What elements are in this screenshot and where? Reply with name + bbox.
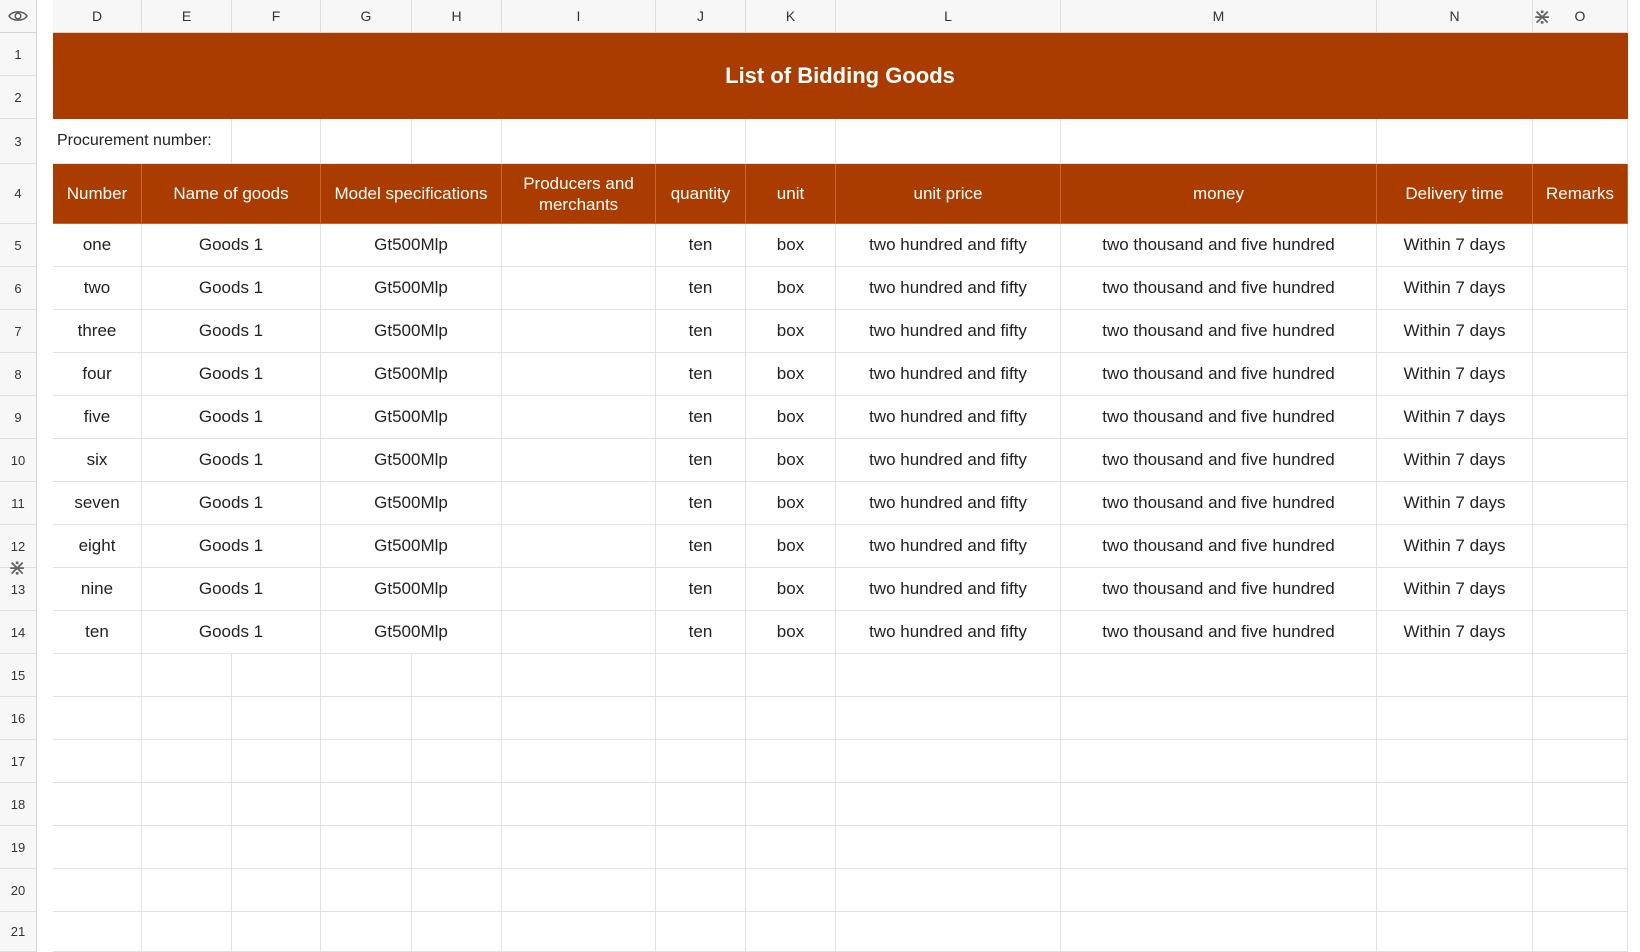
- empty-cell[interactable]: [836, 654, 1061, 697]
- row-header-6[interactable]: 6: [0, 267, 37, 310]
- cell-delivery[interactable]: Within 7 days: [1377, 568, 1533, 611]
- cell-delivery[interactable]: Within 7 days: [1377, 396, 1533, 439]
- cell-producers[interactable]: [502, 568, 656, 611]
- cell-model[interactable]: Gt500Mlp: [321, 439, 502, 482]
- empty-cell[interactable]: [412, 912, 502, 952]
- empty-cell[interactable]: [836, 119, 1061, 164]
- cell-model[interactable]: Gt500Mlp: [321, 353, 502, 396]
- cell-quantity[interactable]: ten: [656, 267, 746, 310]
- cell-delivery[interactable]: Within 7 days: [1377, 224, 1533, 267]
- empty-cell[interactable]: [53, 654, 142, 697]
- row-header-14[interactable]: 14: [0, 611, 37, 654]
- empty-cell[interactable]: [656, 740, 746, 783]
- empty-cell[interactable]: [1061, 697, 1377, 740]
- empty-cell[interactable]: [1533, 912, 1628, 952]
- row-header-16[interactable]: 16: [0, 697, 37, 740]
- cell-producers[interactable]: [502, 353, 656, 396]
- empty-cell[interactable]: [836, 697, 1061, 740]
- empty-cell[interactable]: [412, 740, 502, 783]
- empty-cell[interactable]: [232, 826, 321, 869]
- empty-cell[interactable]: [1377, 654, 1533, 697]
- empty-cell[interactable]: [412, 869, 502, 912]
- cell-model[interactable]: Gt500Mlp: [321, 525, 502, 568]
- row-header-10[interactable]: 10: [0, 439, 37, 482]
- row-header-4[interactable]: 4: [0, 164, 37, 224]
- row-header-11[interactable]: 11: [0, 482, 37, 525]
- cell-unit-price[interactable]: two hundred and fifty: [836, 568, 1061, 611]
- cell-model[interactable]: Gt500Mlp: [321, 267, 502, 310]
- cell-money[interactable]: two thousand and five hundred: [1061, 611, 1377, 654]
- cell-unit[interactable]: box: [746, 611, 836, 654]
- cell-producers[interactable]: [502, 267, 656, 310]
- cell-unit[interactable]: box: [746, 224, 836, 267]
- cell-money[interactable]: two thousand and five hundred: [1061, 267, 1377, 310]
- cell-number[interactable]: nine: [53, 568, 142, 611]
- cell-unit-price[interactable]: two hundred and fifty: [836, 611, 1061, 654]
- empty-cell[interactable]: [746, 826, 836, 869]
- empty-cell[interactable]: [656, 912, 746, 952]
- cell-producers[interactable]: [502, 525, 656, 568]
- row-header-13[interactable]: 13: [0, 568, 37, 611]
- empty-cell[interactable]: [142, 912, 232, 952]
- empty-cell[interactable]: [746, 119, 836, 164]
- row-header-5[interactable]: 5: [0, 224, 37, 267]
- empty-cell[interactable]: [1377, 912, 1533, 952]
- cell-money[interactable]: two thousand and five hundred: [1061, 525, 1377, 568]
- empty-cell[interactable]: [1377, 826, 1533, 869]
- empty-cell[interactable]: [1377, 869, 1533, 912]
- cell-delivery[interactable]: Within 7 days: [1377, 267, 1533, 310]
- cell-producers[interactable]: [502, 224, 656, 267]
- cell-money[interactable]: two thousand and five hundred: [1061, 482, 1377, 525]
- empty-cell[interactable]: [1061, 783, 1377, 826]
- empty-cell[interactable]: [502, 697, 656, 740]
- empty-cell[interactable]: [1533, 119, 1628, 164]
- header-quantity[interactable]: quantity: [656, 164, 746, 224]
- empty-cell[interactable]: [321, 783, 412, 826]
- empty-cell[interactable]: [656, 119, 746, 164]
- empty-cell[interactable]: [1533, 740, 1628, 783]
- cell-name[interactable]: Goods 1: [142, 439, 321, 482]
- row-header-9[interactable]: 9: [0, 396, 37, 439]
- empty-cell[interactable]: [656, 783, 746, 826]
- row-header-17[interactable]: 17: [0, 740, 37, 783]
- empty-cell[interactable]: [1061, 119, 1377, 164]
- empty-cell[interactable]: [53, 740, 142, 783]
- empty-cell[interactable]: [502, 654, 656, 697]
- empty-cell[interactable]: [412, 654, 502, 697]
- cell-unit[interactable]: box: [746, 482, 836, 525]
- cell-delivery[interactable]: Within 7 days: [1377, 611, 1533, 654]
- empty-cell[interactable]: [746, 783, 836, 826]
- cell-unit-price[interactable]: two hundred and fifty: [836, 224, 1061, 267]
- cell-delivery[interactable]: Within 7 days: [1377, 525, 1533, 568]
- row-header-3[interactable]: 3: [0, 119, 37, 164]
- empty-cell[interactable]: [142, 740, 232, 783]
- empty-cell[interactable]: [836, 783, 1061, 826]
- empty-cell[interactable]: [412, 826, 502, 869]
- empty-cell[interactable]: [232, 740, 321, 783]
- row-header-15[interactable]: 15: [0, 654, 37, 697]
- cell-unit-price[interactable]: two hundred and fifty: [836, 439, 1061, 482]
- empty-cell[interactable]: [502, 740, 656, 783]
- empty-cell[interactable]: [656, 826, 746, 869]
- cell-delivery[interactable]: Within 7 days: [1377, 482, 1533, 525]
- cell-name[interactable]: Goods 1: [142, 525, 321, 568]
- cell-unit[interactable]: box: [746, 353, 836, 396]
- header-unit-price[interactable]: unit price: [836, 164, 1061, 224]
- cell-unit-price[interactable]: two hundred and fifty: [836, 267, 1061, 310]
- empty-cell[interactable]: [321, 654, 412, 697]
- cell-number[interactable]: ten: [53, 611, 142, 654]
- column-header-k[interactable]: K: [746, 0, 836, 33]
- cell-quantity[interactable]: ten: [656, 396, 746, 439]
- cell-name[interactable]: Goods 1: [142, 482, 321, 525]
- cell-number[interactable]: seven: [53, 482, 142, 525]
- cell-money[interactable]: two thousand and five hundred: [1061, 568, 1377, 611]
- empty-cell[interactable]: [142, 654, 232, 697]
- cell-money[interactable]: two thousand and five hundred: [1061, 310, 1377, 353]
- column-header-n[interactable]: N: [1377, 0, 1533, 33]
- cell-unit-price[interactable]: two hundred and fifty: [836, 396, 1061, 439]
- empty-cell[interactable]: [412, 783, 502, 826]
- column-header-d[interactable]: D: [53, 0, 142, 33]
- cell-name[interactable]: Goods 1: [142, 310, 321, 353]
- empty-cell[interactable]: [1377, 783, 1533, 826]
- cell-producers[interactable]: [502, 439, 656, 482]
- cell-name[interactable]: Goods 1: [142, 224, 321, 267]
- cell-model[interactable]: Gt500Mlp: [321, 224, 502, 267]
- empty-cell[interactable]: [746, 697, 836, 740]
- empty-cell[interactable]: [53, 912, 142, 952]
- column-header-l[interactable]: L: [836, 0, 1061, 33]
- empty-cell[interactable]: [53, 697, 142, 740]
- cell-name[interactable]: Goods 1: [142, 611, 321, 654]
- column-header-i[interactable]: I: [502, 0, 656, 33]
- empty-cell[interactable]: [321, 697, 412, 740]
- empty-cell[interactable]: [412, 697, 502, 740]
- empty-cell[interactable]: [1533, 826, 1628, 869]
- cell-unit[interactable]: box: [746, 568, 836, 611]
- empty-cell[interactable]: [836, 912, 1061, 952]
- empty-cell[interactable]: [412, 119, 502, 164]
- row-header-7[interactable]: 7: [0, 310, 37, 353]
- empty-cell[interactable]: [321, 912, 412, 952]
- column-resize-icon[interactable]: ⋇: [1533, 4, 1552, 29]
- cell-remarks[interactable]: [1533, 267, 1628, 310]
- empty-cell[interactable]: [142, 697, 232, 740]
- empty-cell[interactable]: [1533, 654, 1628, 697]
- empty-cell[interactable]: [1061, 912, 1377, 952]
- sheet-title[interactable]: List of Bidding Goods: [53, 33, 1628, 119]
- header-name[interactable]: Name of goods: [142, 164, 321, 224]
- empty-cell[interactable]: [232, 697, 321, 740]
- cell-quantity[interactable]: ten: [656, 224, 746, 267]
- cell-number[interactable]: four: [53, 353, 142, 396]
- empty-cell[interactable]: [656, 654, 746, 697]
- column-header-f[interactable]: F: [232, 0, 321, 33]
- cell-quantity[interactable]: ten: [656, 439, 746, 482]
- cell-remarks[interactable]: [1533, 353, 1628, 396]
- empty-cell[interactable]: [232, 119, 321, 164]
- row-header-20[interactable]: 20: [0, 869, 37, 912]
- row-header-18[interactable]: 18: [0, 783, 37, 826]
- header-number[interactable]: Number: [53, 164, 142, 224]
- cell-number[interactable]: one: [53, 224, 142, 267]
- empty-cell[interactable]: [232, 783, 321, 826]
- cell-delivery[interactable]: Within 7 days: [1377, 310, 1533, 353]
- cell-money[interactable]: two thousand and five hundred: [1061, 396, 1377, 439]
- cell-unit-price[interactable]: two hundred and fifty: [836, 482, 1061, 525]
- procurement-number-label[interactable]: Procurement number:: [53, 119, 232, 164]
- cell-money[interactable]: two thousand and five hundred: [1061, 224, 1377, 267]
- header-money[interactable]: money: [1061, 164, 1377, 224]
- empty-cell[interactable]: [232, 869, 321, 912]
- empty-cell[interactable]: [1061, 740, 1377, 783]
- cell-model[interactable]: Gt500Mlp: [321, 568, 502, 611]
- empty-cell[interactable]: [1061, 826, 1377, 869]
- empty-cell[interactable]: [321, 740, 412, 783]
- cell-model[interactable]: Gt500Mlp: [321, 310, 502, 353]
- empty-cell[interactable]: [746, 740, 836, 783]
- cell-number[interactable]: two: [53, 267, 142, 310]
- empty-cell[interactable]: [142, 826, 232, 869]
- cell-name[interactable]: Goods 1: [142, 267, 321, 310]
- row-header-12[interactable]: 12: [0, 525, 37, 568]
- cell-number[interactable]: eight: [53, 525, 142, 568]
- empty-cell[interactable]: [1533, 783, 1628, 826]
- row-header-8[interactable]: 8: [0, 353, 37, 396]
- cell-delivery[interactable]: Within 7 days: [1377, 353, 1533, 396]
- cell-unit[interactable]: box: [746, 396, 836, 439]
- column-header-e[interactable]: E: [142, 0, 232, 33]
- cell-model[interactable]: Gt500Mlp: [321, 611, 502, 654]
- empty-cell[interactable]: [502, 869, 656, 912]
- empty-cell[interactable]: [1377, 119, 1533, 164]
- empty-cell[interactable]: [746, 912, 836, 952]
- empty-cell[interactable]: [321, 119, 412, 164]
- empty-cell[interactable]: [232, 912, 321, 952]
- cell-money[interactable]: two thousand and five hundred: [1061, 439, 1377, 482]
- empty-cell[interactable]: [53, 869, 142, 912]
- empty-cell[interactable]: [1377, 697, 1533, 740]
- header-unit[interactable]: unit: [746, 164, 836, 224]
- cell-quantity[interactable]: ten: [656, 611, 746, 654]
- cell-model[interactable]: Gt500Mlp: [321, 396, 502, 439]
- empty-cell[interactable]: [656, 869, 746, 912]
- column-header-j[interactable]: J: [656, 0, 746, 33]
- cell-quantity[interactable]: ten: [656, 353, 746, 396]
- empty-cell[interactable]: [502, 783, 656, 826]
- cell-remarks[interactable]: [1533, 439, 1628, 482]
- empty-cell[interactable]: [53, 826, 142, 869]
- empty-cell[interactable]: [836, 740, 1061, 783]
- empty-cell[interactable]: [1061, 869, 1377, 912]
- empty-cell[interactable]: [746, 654, 836, 697]
- empty-cell[interactable]: [502, 119, 656, 164]
- select-all-corner[interactable]: [0, 0, 37, 33]
- cell-remarks[interactable]: [1533, 568, 1628, 611]
- cell-remarks[interactable]: [1533, 224, 1628, 267]
- column-header-h[interactable]: H: [412, 0, 502, 33]
- cell-remarks[interactable]: [1533, 396, 1628, 439]
- cell-unit-price[interactable]: two hundred and fifty: [836, 310, 1061, 353]
- cell-quantity[interactable]: ten: [656, 310, 746, 353]
- header-remarks[interactable]: Remarks: [1533, 164, 1628, 224]
- empty-cell[interactable]: [746, 869, 836, 912]
- header-delivery[interactable]: Delivery time: [1377, 164, 1533, 224]
- cell-unit[interactable]: box: [746, 525, 836, 568]
- empty-cell[interactable]: [1533, 869, 1628, 912]
- row-header-2[interactable]: 2: [0, 76, 37, 119]
- cell-remarks[interactable]: [1533, 310, 1628, 353]
- row-header-19[interactable]: 19: [0, 826, 37, 869]
- cell-name[interactable]: Goods 1: [142, 396, 321, 439]
- empty-cell[interactable]: [232, 654, 321, 697]
- cell-producers[interactable]: [502, 611, 656, 654]
- cell-name[interactable]: Goods 1: [142, 568, 321, 611]
- cell-producers[interactable]: [502, 310, 656, 353]
- cell-unit[interactable]: box: [746, 439, 836, 482]
- empty-cell[interactable]: [502, 826, 656, 869]
- empty-cell[interactable]: [656, 697, 746, 740]
- empty-cell[interactable]: [142, 783, 232, 826]
- header-producers[interactable]: Producers and merchants: [502, 164, 656, 224]
- cell-quantity[interactable]: ten: [656, 568, 746, 611]
- eye-icon[interactable]: [8, 9, 28, 23]
- cell-remarks[interactable]: [1533, 525, 1628, 568]
- row-header-1[interactable]: 1: [0, 33, 37, 76]
- empty-cell[interactable]: [321, 826, 412, 869]
- empty-cell[interactable]: [321, 869, 412, 912]
- cell-unit[interactable]: box: [746, 310, 836, 353]
- cell-remarks[interactable]: [1533, 482, 1628, 525]
- empty-cell[interactable]: [836, 826, 1061, 869]
- cell-number[interactable]: five: [53, 396, 142, 439]
- row-header-21[interactable]: 21: [0, 912, 37, 952]
- cell-unit-price[interactable]: two hundred and fifty: [836, 525, 1061, 568]
- cell-producers[interactable]: [502, 482, 656, 525]
- cell-number[interactable]: six: [53, 439, 142, 482]
- empty-cell[interactable]: [53, 783, 142, 826]
- cell-number[interactable]: three: [53, 310, 142, 353]
- cell-delivery[interactable]: Within 7 days: [1377, 439, 1533, 482]
- cell-remarks[interactable]: [1533, 611, 1628, 654]
- column-header-o[interactable]: O: [1533, 0, 1628, 33]
- cell-producers[interactable]: [502, 396, 656, 439]
- cell-unit[interactable]: box: [746, 267, 836, 310]
- cell-quantity[interactable]: ten: [656, 482, 746, 525]
- empty-cell[interactable]: [1533, 697, 1628, 740]
- column-header-g[interactable]: G: [321, 0, 412, 33]
- cell-name[interactable]: Goods 1: [142, 353, 321, 396]
- empty-cell[interactable]: [1061, 654, 1377, 697]
- row-resize-icon[interactable]: ⋇: [8, 555, 27, 580]
- empty-cell[interactable]: [142, 869, 232, 912]
- cell-money[interactable]: two thousand and five hundred: [1061, 353, 1377, 396]
- empty-cell[interactable]: [502, 912, 656, 952]
- header-model[interactable]: Model specifications: [321, 164, 502, 224]
- empty-cell[interactable]: [836, 869, 1061, 912]
- column-header-m[interactable]: M: [1061, 0, 1377, 33]
- cell-quantity[interactable]: ten: [656, 525, 746, 568]
- cell-model[interactable]: Gt500Mlp: [321, 482, 502, 525]
- cell-unit-price[interactable]: two hundred and fifty: [836, 353, 1061, 396]
- empty-cell[interactable]: [1377, 740, 1533, 783]
